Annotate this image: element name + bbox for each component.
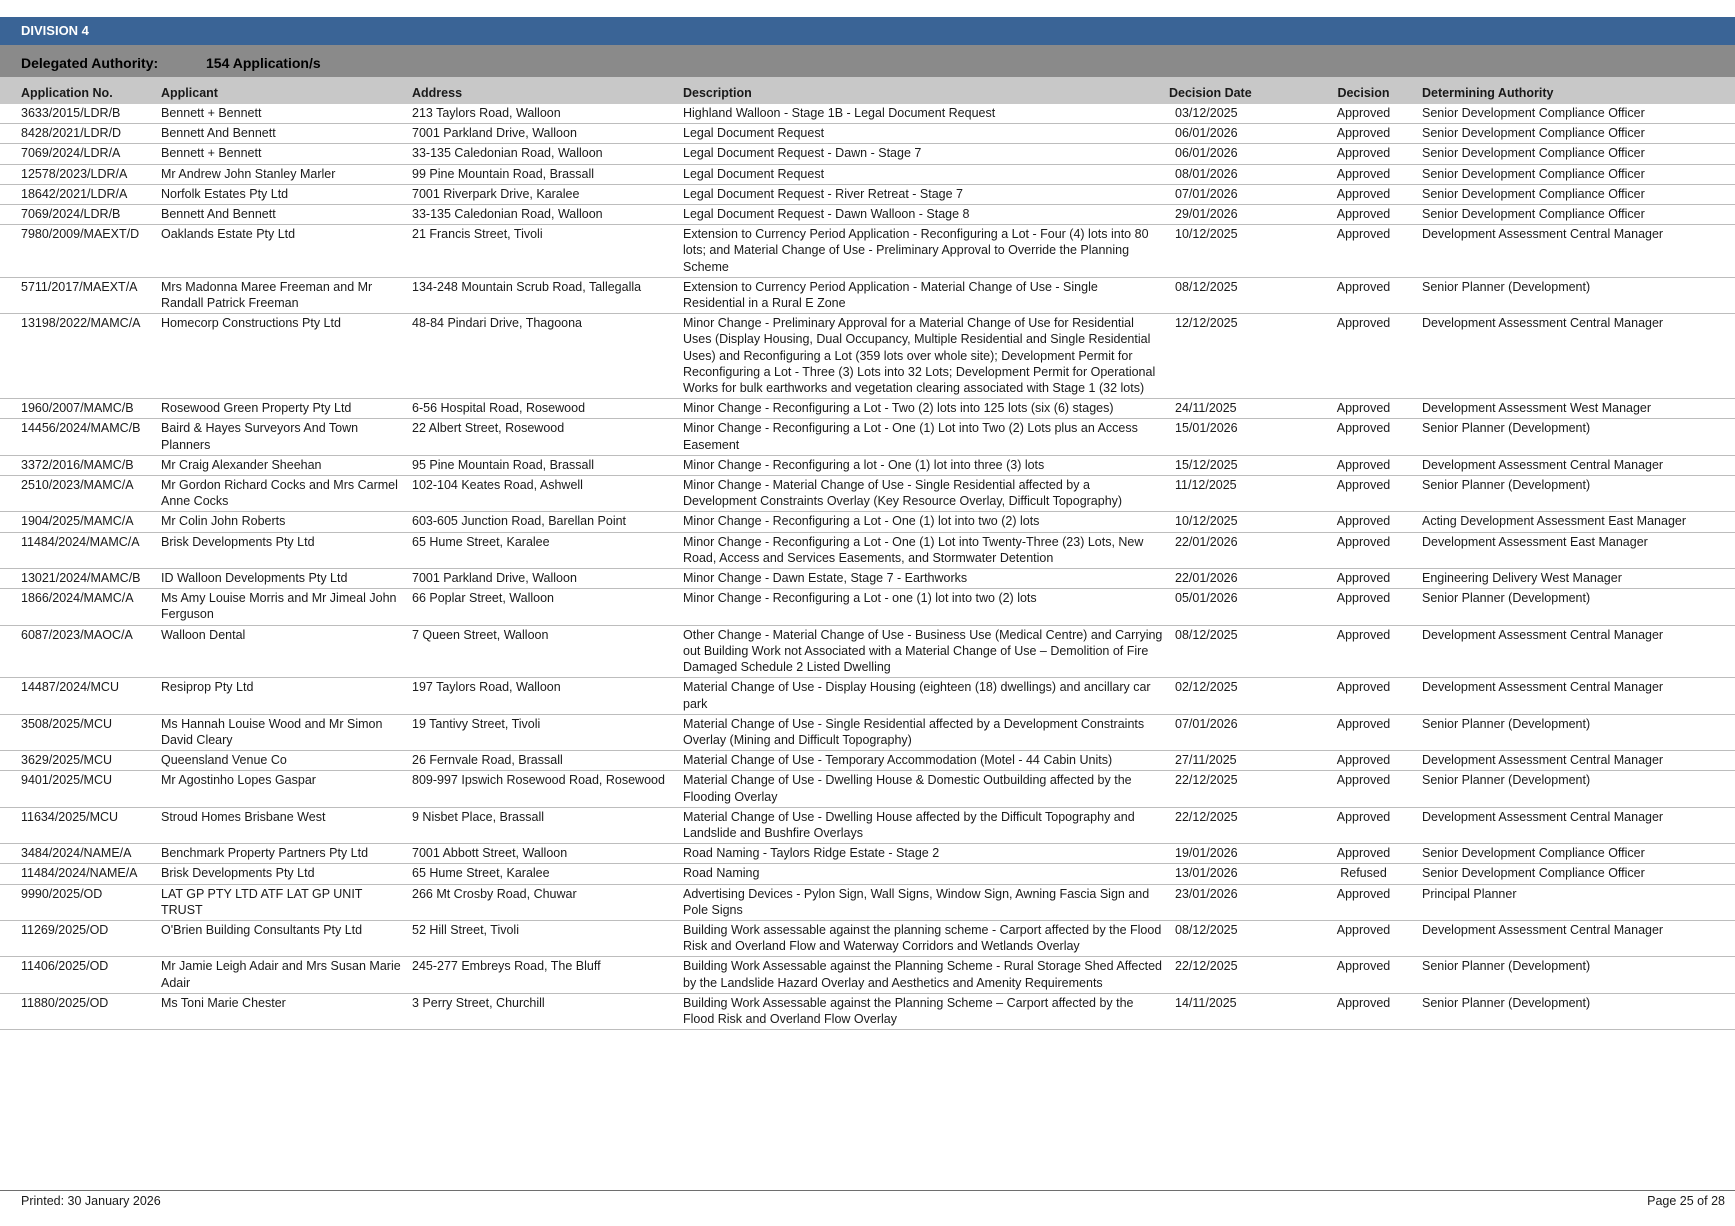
table-row [0, 864, 1735, 884]
address-cell: 7 Queen Street, Walloon [412, 625, 683, 678]
address-cell: 33-135 Caledonian Road, Walloon [412, 205, 683, 225]
description-cell: Road Naming - Taylors Ridge Estate - Stage 2 [683, 844, 1169, 864]
determining-authority-cell: Senior Planner (Development) [1408, 277, 1735, 313]
table-row [0, 104, 1735, 124]
decision-date-cell: 12/12/2025 [1169, 314, 1319, 399]
table-row [0, 993, 1735, 1029]
description-cell: Material Change of Use - Dwelling House & Domestic Outbuilding affected by the Flooding Overlay [683, 771, 1169, 807]
decision-cell: Refused [1319, 864, 1408, 884]
decision-date-cell: 08/12/2025 [1169, 625, 1319, 678]
address-cell: 9 Nisbet Place, Brassall [412, 807, 683, 843]
description-cell: Legal Document Request - Dawn - Stage 7 [683, 144, 1169, 164]
decision-date-cell: 22/01/2026 [1169, 532, 1319, 568]
description-cell: Highland Walloon - Stage 1B - Legal Document Request [683, 104, 1169, 124]
decision-date-cell: 08/12/2025 [1169, 920, 1319, 956]
decision-date-cell: 10/12/2025 [1169, 512, 1319, 532]
determining-authority-cell: Senior Planner (Development) [1408, 419, 1735, 455]
table-row [0, 205, 1735, 225]
determining-authority-cell: Development Assessment East Manager [1408, 532, 1735, 568]
determining-authority-cell: Development Assessment Central Manager [1408, 625, 1735, 678]
table-row [0, 532, 1735, 568]
determining-authority-cell: Senior Development Compliance Officer [1408, 104, 1735, 124]
applications-table [0, 77, 1735, 1030]
address-cell: 52 Hill Street, Tivoli [412, 920, 683, 956]
determining-authority-cell: Development Assessment West Manager [1408, 399, 1735, 419]
determining-authority-cell: Engineering Delivery West Manager [1408, 569, 1735, 589]
application-number-cell: 11880/2025/OD [0, 993, 161, 1029]
decision-date-cell: 22/01/2026 [1169, 569, 1319, 589]
address-cell: 66 Poplar Street, Walloon [412, 589, 683, 625]
description-cell: Legal Document Request - Dawn Walloon - Stage 8 [683, 205, 1169, 225]
address-cell: 213 Taylors Road, Walloon [412, 104, 683, 124]
application-number-cell: 7069/2024/LDR/B [0, 205, 161, 225]
application-number-cell: 6087/2023/MAOC/A [0, 625, 161, 678]
application-number-cell: 3633/2015/LDR/B [0, 104, 161, 124]
column-header-application-no: Application No. [0, 77, 161, 104]
decision-cell: Approved [1319, 144, 1408, 164]
address-cell: 266 Mt Crosby Road, Chuwar [412, 884, 683, 920]
application-number-cell: 7069/2024/LDR/A [0, 144, 161, 164]
table-row [0, 164, 1735, 184]
address-cell: 197 Taylors Road, Walloon [412, 678, 683, 714]
column-header-decision-date: Decision Date [1169, 77, 1319, 104]
applicant-cell: Mr Colin John Roberts [161, 512, 412, 532]
description-cell: Extension to Currency Period Application - Reconfiguring a Lot - Four (4) lots into 80 lots; and Material Change of Use - Preliminary Approval to Override the Planning Scheme [683, 225, 1169, 278]
decision-date-cell: 08/12/2025 [1169, 277, 1319, 313]
address-cell: 7001 Riverpark Drive, Karalee [412, 184, 683, 204]
description-cell: Building Work assessable against the planning scheme - Carport affected by the Flood Risk and Overland Flow and Waterway Corridors and Wetlands Overlay [683, 920, 1169, 956]
address-cell: 809-997 Ipswich Rosewood Road, Rosewood [412, 771, 683, 807]
delegated-authority-bar [0, 45, 1735, 77]
table-row [0, 184, 1735, 204]
division-header [0, 17, 1735, 45]
decision-cell: Approved [1319, 920, 1408, 956]
determining-authority-cell: Senior Planner (Development) [1408, 993, 1735, 1029]
application-number-cell: 3508/2025/MCU [0, 714, 161, 750]
decision-cell: Approved [1319, 225, 1408, 278]
decision-cell: Approved [1319, 104, 1408, 124]
table-row [0, 277, 1735, 313]
decision-date-cell: 27/11/2025 [1169, 751, 1319, 771]
application-number-cell: 11484/2024/NAME/A [0, 864, 161, 884]
description-cell: Material Change of Use - Display Housing (eighteen (18) dwellings) and ancillary car park [683, 678, 1169, 714]
description-cell: Other Change - Material Change of Use - Business Use (Medical Centre) and Carrying out Building Work not Associated with a Material Change of Use – Demolition of Fire Damaged Schedule 2 Listed Dwelling [683, 625, 1169, 678]
decision-date-cell: 13/01/2026 [1169, 864, 1319, 884]
column-header-decision: Decision [1319, 77, 1408, 104]
printed-date: Printed: 30 January 2026 [21, 1194, 161, 1208]
decision-date-cell: 24/11/2025 [1169, 399, 1319, 419]
table-body [0, 104, 1735, 1030]
applicant-cell: ID Walloon Developments Pty Ltd [161, 569, 412, 589]
application-number-cell: 18642/2021/LDR/A [0, 184, 161, 204]
decision-cell: Approved [1319, 277, 1408, 313]
application-number-cell: 13021/2024/MAMC/B [0, 569, 161, 589]
determining-authority-cell: Senior Planner (Development) [1408, 476, 1735, 512]
determining-authority-cell: Senior Development Compliance Officer [1408, 864, 1735, 884]
decision-cell: Approved [1319, 569, 1408, 589]
applicant-cell: Walloon Dental [161, 625, 412, 678]
table-row [0, 771, 1735, 807]
delegated-label: Delegated Authority: [21, 55, 159, 71]
application-count: 154 Application/s [206, 55, 321, 71]
description-cell: Material Change of Use - Single Residential affected by a Development Constraints Overlay (Mining and Difficult Topography) [683, 714, 1169, 750]
column-header-determining-authority: Determining Authority [1408, 77, 1735, 104]
decision-cell: Approved [1319, 399, 1408, 419]
decision-cell: Approved [1319, 844, 1408, 864]
table-row [0, 144, 1735, 164]
table-row [0, 957, 1735, 993]
application-number-cell: 11484/2024/MAMC/A [0, 532, 161, 568]
description-cell: Material Change of Use - Temporary Accommodation (Motel - 44 Cabin Units) [683, 751, 1169, 771]
application-number-cell: 3484/2024/NAME/A [0, 844, 161, 864]
determining-authority-cell: Development Assessment Central Manager [1408, 920, 1735, 956]
decision-date-cell: 05/01/2026 [1169, 589, 1319, 625]
description-cell: Legal Document Request [683, 124, 1169, 144]
determining-authority-cell: Development Assessment Central Manager [1408, 751, 1735, 771]
table-row [0, 569, 1735, 589]
table-row [0, 844, 1735, 864]
applicant-cell: O'Brien Building Consultants Pty Ltd [161, 920, 412, 956]
decision-date-cell: 03/12/2025 [1169, 104, 1319, 124]
applicant-cell: Bennett And Bennett [161, 205, 412, 225]
description-cell: Minor Change - Reconfiguring a Lot - One (1) Lot into Twenty-Three (23) Lots, New Road, Access and Services Easements, and Stormwater Detention [683, 532, 1169, 568]
address-cell: 21 Francis Street, Tivoli [412, 225, 683, 278]
address-cell: 603-605 Junction Road, Barellan Point [412, 512, 683, 532]
application-number-cell: 5711/2017/MAEXT/A [0, 277, 161, 313]
decision-date-cell: 15/01/2026 [1169, 419, 1319, 455]
determining-authority-cell: Senior Development Compliance Officer [1408, 164, 1735, 184]
decision-cell: Approved [1319, 419, 1408, 455]
applicant-cell: Mr Agostinho Lopes Gaspar [161, 771, 412, 807]
decision-date-cell: 15/12/2025 [1169, 455, 1319, 475]
determining-authority-cell: Senior Planner (Development) [1408, 771, 1735, 807]
applicant-cell: Bennett And Bennett [161, 124, 412, 144]
determining-authority-cell: Development Assessment Central Manager [1408, 807, 1735, 843]
application-number-cell: 9990/2025/OD [0, 884, 161, 920]
division-title: DIVISION 4 [21, 23, 89, 38]
applicant-cell: Homecorp Constructions Pty Ltd [161, 314, 412, 399]
application-number-cell: 11269/2025/OD [0, 920, 161, 956]
applicant-cell: Resiprop Pty Ltd [161, 678, 412, 714]
address-cell: 134-248 Mountain Scrub Road, Tallegalla [412, 277, 683, 313]
determining-authority-cell: Development Assessment Central Manager [1408, 314, 1735, 399]
table-row [0, 124, 1735, 144]
table-row [0, 399, 1735, 419]
decision-cell: Approved [1319, 314, 1408, 399]
application-number-cell: 11406/2025/OD [0, 957, 161, 993]
determining-authority-cell: Senior Development Compliance Officer [1408, 184, 1735, 204]
address-cell: 19 Tantivy Street, Tivoli [412, 714, 683, 750]
decision-date-cell: 06/01/2026 [1169, 124, 1319, 144]
determining-authority-cell: Senior Planner (Development) [1408, 589, 1735, 625]
determining-authority-cell: Senior Planner (Development) [1408, 957, 1735, 993]
determining-authority-cell: Senior Development Compliance Officer [1408, 205, 1735, 225]
decision-cell: Approved [1319, 625, 1408, 678]
address-cell: 245-277 Embreys Road, The Bluff [412, 957, 683, 993]
decision-date-cell: 10/12/2025 [1169, 225, 1319, 278]
decision-cell: Approved [1319, 714, 1408, 750]
decision-date-cell: 22/12/2025 [1169, 957, 1319, 993]
decision-date-cell: 22/12/2025 [1169, 807, 1319, 843]
decision-cell: Approved [1319, 884, 1408, 920]
description-cell: Minor Change - Reconfiguring a Lot - One (1) Lot into Two (2) Lots plus an Access Easement [683, 419, 1169, 455]
determining-authority-cell: Acting Development Assessment East Manager [1408, 512, 1735, 532]
applicant-cell: Oaklands Estate Pty Ltd [161, 225, 412, 278]
applicant-cell: Brisk Developments Pty Ltd [161, 532, 412, 568]
application-number-cell: 14456/2024/MAMC/B [0, 419, 161, 455]
address-cell: 95 Pine Mountain Road, Brassall [412, 455, 683, 475]
determining-authority-cell: Senior Development Compliance Officer [1408, 844, 1735, 864]
application-number-cell: 13198/2022/MAMC/A [0, 314, 161, 399]
description-cell: Minor Change - Material Change of Use - Single Residential affected by a Development Constraints Overlay (Key Resource Overlay, Difficult Topography) [683, 476, 1169, 512]
description-cell: Extension to Currency Period Application - Material Change of Use - Single Residential in a Rural E Zone [683, 277, 1169, 313]
application-number-cell: 1960/2007/MAMC/B [0, 399, 161, 419]
determining-authority-cell: Senior Planner (Development) [1408, 714, 1735, 750]
decision-cell: Approved [1319, 455, 1408, 475]
applicant-cell: Bennett + Bennett [161, 144, 412, 164]
application-number-cell: 14487/2024/MCU [0, 678, 161, 714]
description-cell: Road Naming [683, 864, 1169, 884]
table-row [0, 678, 1735, 714]
description-cell: Minor Change - Reconfiguring a Lot - One (1) lot into two (2) lots [683, 512, 1169, 532]
description-cell: Minor Change - Reconfiguring a Lot - one (1) lot into two (2) lots [683, 589, 1169, 625]
applicant-cell: LAT GP PTY LTD ATF LAT GP UNIT TRUST [161, 884, 412, 920]
decision-date-cell: 07/01/2026 [1169, 714, 1319, 750]
description-cell: Minor Change - Reconfiguring a Lot - Two (2) lots into 125 lots (six (6) stages) [683, 399, 1169, 419]
address-cell: 7001 Abbott Street, Walloon [412, 844, 683, 864]
address-cell: 65 Hume Street, Karalee [412, 864, 683, 884]
table-row [0, 625, 1735, 678]
table-row [0, 751, 1735, 771]
table-row [0, 884, 1735, 920]
applicant-cell: Stroud Homes Brisbane West [161, 807, 412, 843]
description-cell: Legal Document Request - River Retreat - Stage 7 [683, 184, 1169, 204]
decision-date-cell: 23/01/2026 [1169, 884, 1319, 920]
applicant-cell: Baird & Hayes Surveyors And Town Planners [161, 419, 412, 455]
table-header-row [0, 77, 1735, 104]
table-row [0, 314, 1735, 399]
application-number-cell: 2510/2023/MAMC/A [0, 476, 161, 512]
application-number-cell: 7980/2009/MAEXT/D [0, 225, 161, 278]
address-cell: 65 Hume Street, Karalee [412, 532, 683, 568]
address-cell: 7001 Parkland Drive, Walloon [412, 124, 683, 144]
address-cell: 33-135 Caledonian Road, Walloon [412, 144, 683, 164]
applicant-cell: Ms Amy Louise Morris and Mr Jimeal John Ferguson [161, 589, 412, 625]
application-number-cell: 11634/2025/MCU [0, 807, 161, 843]
address-cell: 7001 Parkland Drive, Walloon [412, 569, 683, 589]
applicant-cell: Mr Andrew John Stanley Marler [161, 164, 412, 184]
page-footer [0, 1190, 1735, 1211]
address-cell: 3 Perry Street, Churchill [412, 993, 683, 1029]
determining-authority-cell: Senior Development Compliance Officer [1408, 124, 1735, 144]
table-row [0, 512, 1735, 532]
column-header-applicant: Applicant [161, 77, 412, 104]
determining-authority-cell: Senior Development Compliance Officer [1408, 144, 1735, 164]
decision-cell: Approved [1319, 205, 1408, 225]
address-cell: 6-56 Hospital Road, Rosewood [412, 399, 683, 419]
application-number-cell: 12578/2023/LDR/A [0, 164, 161, 184]
address-cell: 102-104 Keates Road, Ashwell [412, 476, 683, 512]
application-number-cell: 9401/2025/MCU [0, 771, 161, 807]
decision-date-cell: 19/01/2026 [1169, 844, 1319, 864]
description-cell: Building Work Assessable against the Planning Scheme – Carport affected by the Flood Risk and Overland Flow Overlay [683, 993, 1169, 1029]
description-cell: Advertising Devices - Pylon Sign, Wall Signs, Window Sign, Awning Fascia Sign and Pole Signs [683, 884, 1169, 920]
applicant-cell: Ms Toni Marie Chester [161, 993, 412, 1029]
application-number-cell: 3372/2016/MAMC/B [0, 455, 161, 475]
applicant-cell: Bennett + Bennett [161, 104, 412, 124]
description-cell: Material Change of Use - Dwelling House affected by the Difficult Topography and Landslide and Bushfire Overlays [683, 807, 1169, 843]
description-cell: Building Work Assessable against the Planning Scheme - Rural Storage Shed Affected by the Landslide Hazard Overlay and Aesthetics and Amenity Requirements [683, 957, 1169, 993]
table-row [0, 225, 1735, 278]
column-header-address: Address [412, 77, 683, 104]
decision-cell: Approved [1319, 184, 1408, 204]
page-number: Page 25 of 28 [1647, 1194, 1725, 1208]
decision-cell: Approved [1319, 512, 1408, 532]
decision-date-cell: 29/01/2026 [1169, 205, 1319, 225]
decision-cell: Approved [1319, 993, 1408, 1029]
address-cell: 22 Albert Street, Rosewood [412, 419, 683, 455]
application-number-cell: 1904/2025/MAMC/A [0, 512, 161, 532]
address-cell: 26 Fernvale Road, Brassall [412, 751, 683, 771]
applicant-cell: Mrs Madonna Maree Freeman and Mr Randall Patrick Freeman [161, 277, 412, 313]
decision-date-cell: 07/01/2026 [1169, 184, 1319, 204]
column-header-description: Description [683, 77, 1169, 104]
decision-date-cell: 14/11/2025 [1169, 993, 1319, 1029]
decision-date-cell: 11/12/2025 [1169, 476, 1319, 512]
decision-cell: Approved [1319, 678, 1408, 714]
decision-date-cell: 02/12/2025 [1169, 678, 1319, 714]
address-cell: 99 Pine Mountain Road, Brassall [412, 164, 683, 184]
decision-cell: Approved [1319, 589, 1408, 625]
applicant-cell: Mr Craig Alexander Sheehan [161, 455, 412, 475]
table-row [0, 920, 1735, 956]
table-row [0, 419, 1735, 455]
determining-authority-cell: Principal Planner [1408, 884, 1735, 920]
decision-date-cell: 06/01/2026 [1169, 144, 1319, 164]
table-row [0, 589, 1735, 625]
decision-cell: Approved [1319, 771, 1408, 807]
decision-date-cell: 08/01/2026 [1169, 164, 1319, 184]
decision-cell: Approved [1319, 751, 1408, 771]
applicant-cell: Queensland Venue Co [161, 751, 412, 771]
applicant-cell: Benchmark Property Partners Pty Ltd [161, 844, 412, 864]
description-cell: Minor Change - Reconfiguring a lot - One (1) lot into three (3) lots [683, 455, 1169, 475]
decision-cell: Approved [1319, 532, 1408, 568]
determining-authority-cell: Development Assessment Central Manager [1408, 678, 1735, 714]
decision-cell: Approved [1319, 164, 1408, 184]
table-row [0, 714, 1735, 750]
application-number-cell: 8428/2021/LDR/D [0, 124, 161, 144]
address-cell: 48-84 Pindari Drive, Thagoona [412, 314, 683, 399]
description-cell: Legal Document Request [683, 164, 1169, 184]
description-cell: Minor Change - Dawn Estate, Stage 7 - Earthworks [683, 569, 1169, 589]
application-number-cell: 3629/2025/MCU [0, 751, 161, 771]
applicant-cell: Mr Jamie Leigh Adair and Mrs Susan Marie Adair [161, 957, 412, 993]
decision-date-cell: 22/12/2025 [1169, 771, 1319, 807]
table-row [0, 807, 1735, 843]
applicant-cell: Ms Hannah Louise Wood and Mr Simon David Cleary [161, 714, 412, 750]
applicant-cell: Mr Gordon Richard Cocks and Mrs Carmel Anne Cocks [161, 476, 412, 512]
decision-cell: Approved [1319, 476, 1408, 512]
applicant-cell: Brisk Developments Pty Ltd [161, 864, 412, 884]
determining-authority-cell: Development Assessment Central Manager [1408, 225, 1735, 278]
decision-cell: Approved [1319, 957, 1408, 993]
determining-authority-cell: Development Assessment Central Manager [1408, 455, 1735, 475]
decision-cell: Approved [1319, 124, 1408, 144]
application-number-cell: 1866/2024/MAMC/A [0, 589, 161, 625]
table-row [0, 476, 1735, 512]
table-row [0, 455, 1735, 475]
description-cell: Minor Change - Preliminary Approval for a Material Change of Use for Residential Uses (Display Housing, Dual Occupancy, Multiple Residential and Single Residential Uses) and Reconfiguring a Lot (359 lots over whole site); Development Permit for Reconfiguring a Lot - Three (3) Lots into 32 Lots; Development Permit for Operational Works for bulk earthworks and vegetation clearing associated with Stage 1 (32 lots) [683, 314, 1169, 399]
applicant-cell: Norfolk Estates Pty Ltd [161, 184, 412, 204]
applicant-cell: Rosewood Green Property Pty Ltd [161, 399, 412, 419]
decision-cell: Approved [1319, 807, 1408, 843]
